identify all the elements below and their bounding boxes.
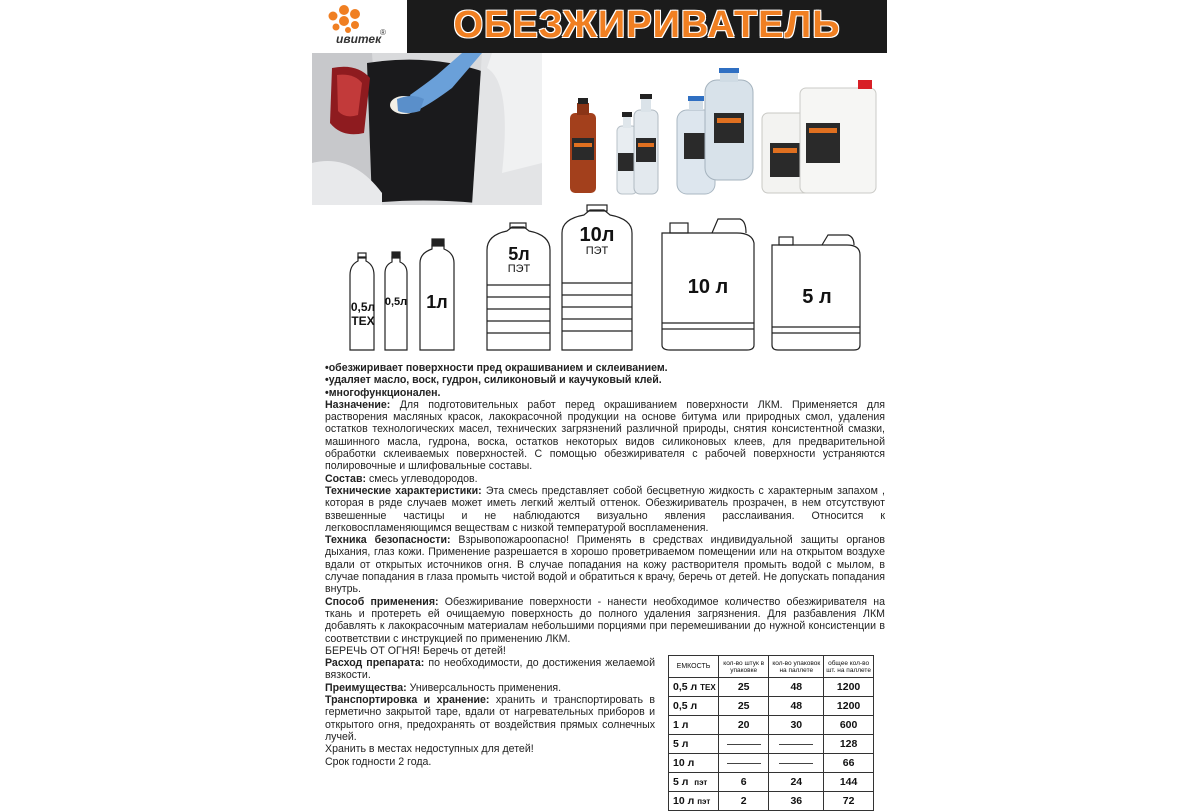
table-row: 1 л 20 30 600 (669, 716, 874, 735)
table-header-row (669, 656, 874, 678)
bottles-photo (562, 68, 882, 198)
composition-paragraph: Состав: смесь углеводородов. (325, 472, 478, 485)
col-capacity: ЕМКОСТЬ (669, 656, 719, 678)
brand-name: ивитек (336, 32, 382, 46)
fire-note: БЕРЕЧЬ ОТ ОГНЯ! Беречь от детей! (325, 644, 506, 657)
page-title: ОБЕЗЖИРИВАТЕЛЬ (453, 4, 841, 46)
consumption-paragraph: Расход препарата: по необходимости, до достижения желаемой вязкости. (325, 657, 655, 682)
product-sheet (312, 0, 887, 807)
table-row: 0,5 л 25 48 1200 (669, 697, 874, 716)
container-label-10l: 10 л (687, 276, 729, 298)
table-row: 0,5 л ТЕХ 25 48 1200 (669, 678, 874, 697)
usage-paragraph: Способ применения: Обезжиривание поверхности - нанести необходимое количество обезжиривателя на ткань и протереть ей очищаемую поверхность до полного удаления загрязнения. Для разбавления ЛКМ добавлять к лакокрасочным материалам небольшими порциями при перемешивании до нужной консистенции в соответствии с инструкцией по применению ЛКМ. (325, 595, 885, 645)
table-row: 5 л 128 (669, 735, 874, 754)
bullet-1: •обезжиривает поверхности пред окрашиванием и склеиванием. (325, 362, 668, 374)
bullet-3: •многофункционален. (325, 386, 441, 399)
container-label-0-5l-tex: 0,5л ТЕХ (350, 300, 376, 328)
specs-paragraph: Технические характеристики: Эта смесь представляет собой бесцветную жидкость с характерным запахом , которая в ряде случаев может иметь легкий желтый оттенок. Обезжириватель прозрачен, в нем отсутствуют взвешенные частицы и не наблюдаются визуально явления расслаивания. Относится к легковоспламеняющимся веществам с низкой температурой воспламенения. (325, 484, 885, 534)
children-note: Хранить в местах недоступных для детей! (325, 743, 534, 756)
transport-paragraph: Транспортировка и хранение: хранить и транспортировать в герметично закрытой таре, вдали от нагревательных приборов и открытого огня, предохранять от воздействия прямых солнечных лучей. (325, 694, 656, 743)
col-total-per-pallet: общее кол-во шт. на паллете (824, 656, 874, 678)
bullet-2: •удаляет масло, воск, гудрон, силиконовый и каучуковый клей. (325, 374, 662, 387)
container-label-0-5l: 0,5л (384, 296, 408, 308)
container-label-1l: 1л (426, 292, 448, 312)
brand-registered-mark: ® (380, 28, 386, 37)
logo-dots-icon (314, 2, 374, 34)
col-pcs-per-pack: кол-во штук в упаковке (719, 656, 769, 678)
container-label-10l-pet: 10л ПЭТ (579, 224, 615, 257)
empty-dash (779, 763, 813, 764)
title-bar (407, 0, 887, 53)
packaging-table (668, 655, 874, 811)
empty-dash (779, 744, 813, 745)
shelf-life: Срок годности 2 года. (325, 755, 432, 768)
purpose-paragraph: Назначение: Для подготовительных работ перед окрашиванием поверхности ЛКМ. Применяется для растворения масляных красок, лакокрасочной продукции на основе битума или природных смол, удаления остатков технологических масел, технических загрязнений различной природы, снятия консистентной смазки, машинного масла, гудрона, воска, остатков некоторых видов силиконовых клеев, для предварительной обработки склеиваемых поверхностей. С помощью обезжиривателя с рабочей поверхности устраняются полировочные и шлифовальные составы. (325, 398, 885, 473)
table-row: 5 л пэт 6 24 144 (669, 773, 874, 792)
container-label-5l: 5 л (802, 286, 832, 308)
container-label-5l-pet: 5л ПЭТ (507, 244, 531, 275)
empty-dash (727, 744, 761, 745)
table-row: 10 л 66 (669, 754, 874, 773)
table-row: 10 л пэт 2 36 72 (669, 792, 874, 811)
col-packs-per-pallet: кол-во упаковок на паллете (769, 656, 824, 678)
header (312, 0, 887, 53)
container-outlines (342, 205, 887, 360)
empty-dash (727, 763, 761, 764)
safety-paragraph: Техника безопасности: Взрывопожароопасно! Применять в средствах индивидуальной защиты органов дыхания, глаз кожи. Применение разрешается в хорошо проветриваемом помещении или на открытом воздухе вдали от открытых источников огня. В случае попадания на кожу растворителя промыть водой с мылом, в случае попадания в глаза промыть чистой водой и обратиться к врачу, беречь от детей. Не допускать попадания внутрь. (325, 534, 885, 596)
advantages-paragraph: Преимущества: Универсальность применения. (325, 681, 562, 694)
brand-logo (314, 2, 404, 50)
car-cleaning-photo (312, 53, 542, 205)
